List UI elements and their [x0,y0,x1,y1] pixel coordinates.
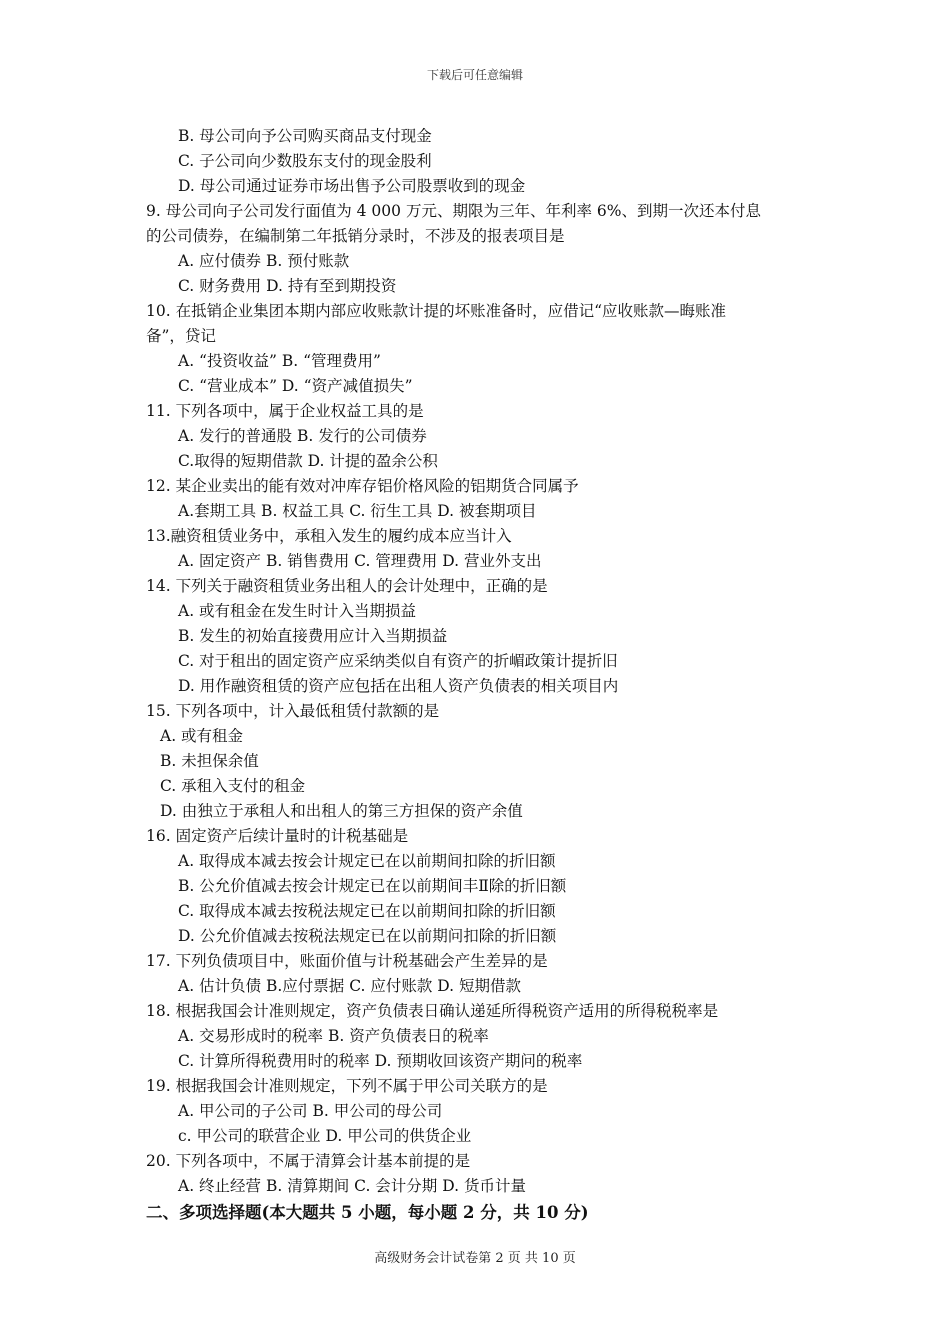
option-line: B. 未担保余值 [160,752,259,770]
question-line: 备”，贷记 [146,327,216,345]
option-line: A. 取得成本减去按会计规定已在以前期间扣除的折旧额 [178,852,556,870]
question-line: 10. 在抵销企业集团本期内部应收账款计提的坏账准备时，应借记“应收账款—晦账准 [146,302,727,320]
option-line: B. 母公司向予公司购买商品支付现金 [178,127,432,145]
question-line: 的公司债券，在编制第二年抵销分录时，不涉及的报表项目是 [146,227,565,245]
option-line: C.取得的短期借款 D. 计提的盈余公积 [178,452,438,470]
option-line: c. 甲公司的联营企业 D. 甲公司的供货企业 [178,1127,472,1145]
option-line: C. 对于租出的固定资产应采纳类似自有资产的折嵋政策计提折旧 [178,652,618,670]
question-line: 11. 下列各项中，属于企业权益工具的是 [146,402,424,420]
question-line: 18. 根据我国会计准则规定，资产负债表日确认递延所得税资产适用的所得税税率是 [146,1002,719,1020]
question-line: 15. 下列各项中，计入最低租赁付款额的是 [146,702,440,720]
exam-content [146,124,826,1227]
option-line: C. 计算所得税费用时的税率 D. 预期收回该资产期问的税率 [178,1052,583,1070]
option-line: A. 固定资产 B. 销售费用 C. 管理费用 D. 营业外支出 [178,552,542,570]
question-line: 13.融资租赁业务中，承租入发生的履约成本应当计入 [146,527,512,545]
page-header: 下载后可任意编辑 [426,68,523,82]
option-line: A. 交易形成时的税率 B. 资产负债表日的税率 [178,1027,489,1045]
question-line: 9. 母公司向子公司发行面值为 4 000 万元、期限为三年、年利率 6%、到期一次还本付息 [146,202,761,220]
option-line: D. 公允价值减去按税法规定已在以前期问扣除的折旧额 [178,927,557,945]
question-line: 17. 下列负债项目中，账面价值与计税基础会产生差异的是 [146,952,548,970]
option-line: C. “营业成本” D. “资产减值损失” [178,377,413,395]
option-line: B. 发生的初始直接费用应计入当期损益 [178,627,448,645]
option-line: D. 母公司通过证券市场出售予公司股票收到的现金 [178,177,526,195]
page-footer: 高级财务会计试卷第 2 页 共 10 页 [374,1251,576,1266]
question-line: 19. 根据我国会计准则规定，下列不属于甲公司关联方的是 [146,1077,548,1095]
option-line: A. 终止经营 B. 清算期间 C. 会计分期 D. 货币计量 [178,1177,526,1195]
option-line: A. 或有租金 [160,727,244,745]
option-line: A. 应付债券 B. 预付账款 [178,252,350,270]
option-line: A. “投资收益” B. “管理费用” [178,352,381,370]
question-line: 14. 下列关于融资租赁业务出租人的会计处理中，正确的是 [146,577,548,595]
option-line: A. 或有租金在发生时计入当期损益 [178,602,417,620]
section-heading: 二、多项选择题(本大题共 5 小题，每小题 2 分，共 10 分) [146,1203,589,1222]
option-line: B. 公允价值减去按会计规定已在以前期间丰Ⅱ除的折旧额 [178,877,567,895]
option-line: D. 由独立于承租人和出租人的第三方担保的资产余值 [160,802,523,820]
option-line: C. 财务费用 D. 持有至到期投资 [178,277,397,295]
option-line: A. 甲公司的子公司 B. 甲公司的母公司 [178,1102,443,1120]
option-line: C. 取得成本减去按税法规定已在以前期间扣除的折旧额 [178,902,556,920]
option-line: C. 子公司向少数股东支付的现金股利 [178,152,432,170]
option-line: D. 用作融资租赁的资产应包括在出租人资产负债表的相关项目内 [178,677,619,695]
question-line: 16. 固定资产后续计量时的计税基础是 [146,827,409,845]
question-line: 20. 下列各项中，不属于清算会计基本前提的是 [146,1152,471,1170]
option-line: A.套期工具 B. 权益工具 C. 衍生工具 D. 被套期项目 [178,502,537,520]
option-line: A. 发行的普通股 B. 发行的公司债券 [178,427,427,445]
option-line: A. 估计负债 B.应付票据 C. 应付账款 D. 短期借款 [178,977,522,995]
option-line: C. 承租入支付的租金 [160,777,306,795]
question-line: 12. 某企业卖出的能有效对冲库存铝价格风险的铝期货合同属予 [146,477,579,495]
